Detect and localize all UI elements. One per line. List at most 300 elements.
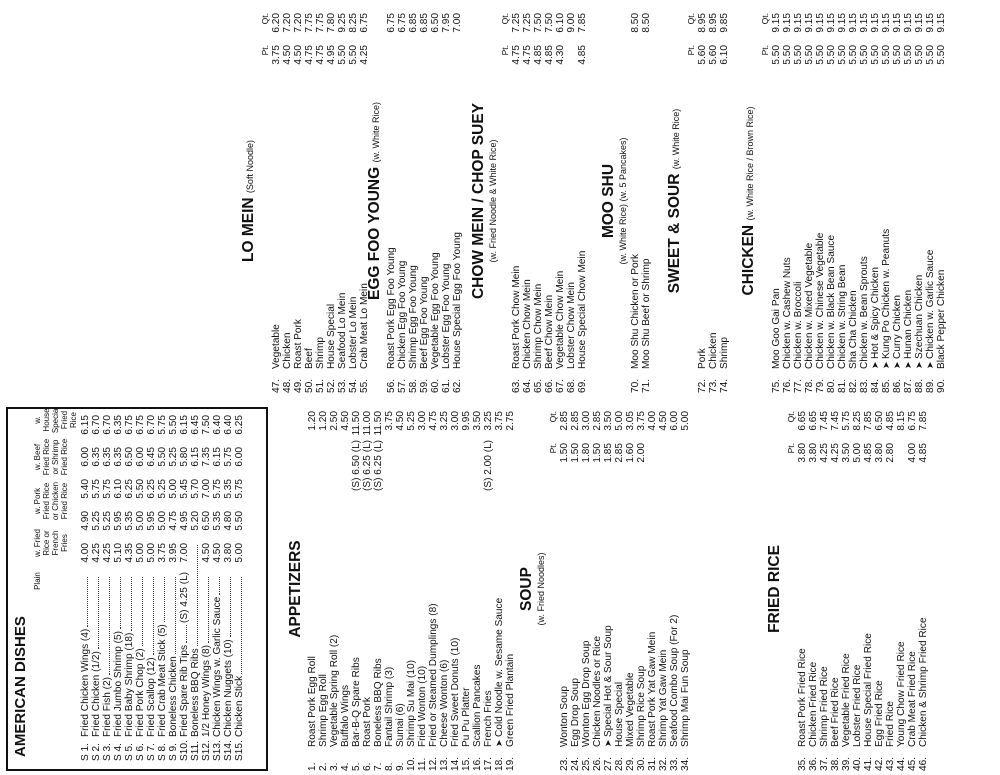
- item-number: 16.: [472, 756, 483, 771]
- item-price: 5.50: [771, 45, 782, 65]
- spicy-marker-icon: ➤: [903, 358, 913, 369]
- item-price: 6.50: [874, 411, 885, 431]
- item-price: 5.00: [852, 443, 863, 463]
- egg-foo-young-title-text: EGG FOO YOUNG: [366, 166, 383, 301]
- item-number: S 7.: [146, 743, 157, 761]
- menu-item-row: [307, 411, 318, 771]
- item-number: 28.: [614, 756, 625, 771]
- item-number: 67.: [555, 378, 566, 393]
- item-price: 4.95: [179, 511, 190, 531]
- item-name-text: Moo Shu Beef or Shrimp: [641, 258, 652, 369]
- item-name: [406, 443, 417, 747]
- item-price: 4.50: [395, 411, 406, 431]
- item-name: [544, 77, 555, 369]
- item-price: 3.80: [797, 443, 808, 463]
- item-number: 68.: [566, 378, 577, 393]
- item-price: 8.25: [348, 13, 359, 33]
- item-price: 5.50: [892, 45, 903, 65]
- appetizers-title: APPETIZERS: [287, 540, 304, 638]
- item-name: [168, 656, 179, 737]
- item-name-text: Fried Crab Meat Stick (5): [157, 624, 168, 737]
- item-name-text: Lobster Chow Mein: [566, 282, 577, 369]
- menu-item-row: [837, 13, 848, 393]
- soup-title: SOUP: [518, 567, 535, 611]
- item-number: S 5.: [124, 743, 135, 761]
- item-number: 86.: [892, 378, 903, 393]
- menu-item-row: [782, 13, 793, 393]
- item-name: [337, 77, 348, 369]
- item-price: 9.15: [826, 13, 837, 33]
- item-price: 4.25: [102, 543, 113, 563]
- item-name: [782, 77, 793, 369]
- item-price: 4.75: [428, 411, 439, 431]
- item-price: 6.00: [135, 447, 146, 467]
- item-name-text: Hunan Chicken: [903, 289, 914, 359]
- item-name-text: Mixed Vegetable: [625, 672, 636, 747]
- item-price: 5.50: [826, 45, 837, 65]
- item-number: 6.: [362, 762, 373, 771]
- item-price: 9.25: [337, 13, 348, 33]
- item-price: 5.50: [848, 45, 859, 65]
- item-number: 79.: [815, 378, 826, 393]
- item-price: 7.25: [511, 13, 522, 33]
- item-name: [293, 77, 304, 369]
- sweet-sour-title: [666, 5, 684, 397]
- menu-item-row: [417, 411, 428, 771]
- item-name: [340, 443, 351, 747]
- item-price: 9.15: [870, 13, 881, 33]
- lo-mein-section: [240, 5, 370, 397]
- item-name: [793, 77, 804, 369]
- item-name: [708, 77, 719, 369]
- item-name-text: Fried Scallop (12): [146, 657, 157, 737]
- item-name: [450, 443, 461, 747]
- item-price: 8.25: [852, 411, 863, 431]
- item-name-text: Kung Po Chicken w. Peanuts: [881, 228, 892, 359]
- menu-item-row: [907, 411, 918, 771]
- item-name: [874, 475, 885, 747]
- item-price: 7.95: [441, 13, 452, 33]
- item-number: 30.: [636, 756, 647, 771]
- item-price: 2.80: [885, 443, 896, 463]
- item-name-text: Vegetable Chow Mein: [555, 270, 566, 369]
- item-number: S 3.: [102, 743, 113, 761]
- leader-dots: [190, 545, 198, 646]
- leader-dots: [168, 577, 176, 654]
- moo-shu-subtitle: (w. White Rice) (w. 5 Pancakes): [618, 137, 628, 265]
- item-name: [925, 77, 936, 369]
- header-beef-fried-rice: w. Beef Fried Rice or Shrimp Fried Rice: [33, 438, 69, 476]
- item-price: 11.00: [362, 411, 373, 436]
- item-price: 3.00: [450, 411, 461, 431]
- item-price: 8.15: [896, 411, 907, 431]
- item-price: 5.95: [146, 511, 157, 531]
- item-name-text: Chicken w. Bean Sprouts: [859, 256, 870, 369]
- item-name-text: Sha Cha Chicken: [848, 290, 859, 369]
- item-name-text: Seafood Combo Soup (For 2): [669, 614, 680, 747]
- item-name: [271, 77, 282, 369]
- menu-item-row: [892, 13, 903, 393]
- item-price: 4.85: [863, 443, 874, 463]
- item-number: 2.: [318, 762, 329, 771]
- item-price: 9.15: [881, 13, 892, 33]
- item-number: 36.: [808, 756, 819, 771]
- item-number: 56.: [386, 378, 397, 393]
- item-name-text: Vegetable Egg Foo Young: [430, 252, 441, 369]
- item-price: 7.75: [315, 13, 326, 33]
- item-number: 15.: [461, 756, 472, 771]
- price-header: Qt.: [760, 13, 770, 25]
- item-price: 1.60: [625, 443, 636, 463]
- item-price: 5.00: [135, 511, 146, 531]
- item-price: 6.40: [223, 415, 234, 435]
- item-name: [907, 475, 918, 747]
- item-name-text: Roast Pork Chow Mein: [511, 265, 522, 369]
- item-number: 38.: [830, 756, 841, 771]
- american-price-headers: [33, 406, 78, 769]
- item-name-text: Shrimp: [719, 337, 730, 369]
- item-name: [918, 475, 929, 747]
- menu-item-row: [771, 13, 782, 393]
- item-price: 4.50: [340, 411, 351, 431]
- menu-item-row: [581, 411, 592, 771]
- menu-item-row: [190, 415, 201, 761]
- item-name-text: Scallion Pancakes: [472, 664, 483, 747]
- item-price: 5.25: [157, 479, 168, 499]
- item-price: 2.50: [329, 411, 340, 431]
- item-name-text: Boneless BBQ Ribs: [190, 648, 201, 737]
- leader-dots: [91, 577, 99, 649]
- menu-item-row: [318, 411, 329, 771]
- menu-item-row: [282, 13, 293, 393]
- menu-item-row: [641, 13, 652, 393]
- item-price: 7.00: [452, 13, 463, 33]
- menu-item-row: [340, 411, 351, 771]
- menu-item-row: [157, 415, 168, 761]
- item-price: 6.40: [212, 415, 223, 435]
- item-name: [483, 491, 494, 747]
- item-price: 1.50: [559, 443, 570, 463]
- item-name-text: Chicken w. String Bean: [837, 264, 848, 369]
- item-price: 5.35: [124, 511, 135, 531]
- item-price: 4.50: [293, 45, 304, 65]
- item-price: 6.00: [80, 447, 91, 467]
- item-price: 7.00: [201, 479, 212, 499]
- item-price: 5.95: [113, 511, 124, 531]
- menu-item-row: [362, 411, 373, 771]
- item-number: 54.: [348, 378, 359, 393]
- item-name: [494, 443, 505, 747]
- item-price: 5.70: [190, 479, 201, 499]
- american-dishes-box: [6, 407, 268, 771]
- chicken-section: [740, 5, 947, 397]
- item-price: 7.50: [201, 415, 212, 435]
- item-price: 5.60: [697, 45, 708, 65]
- item-name-text: Fried Chicken Wings (4): [80, 628, 91, 737]
- item-name: [395, 443, 406, 747]
- item-name-text: Roast Pork Yat Gaw Mein: [647, 631, 658, 747]
- item-name-text: Moo Shu Chicken or Pork: [630, 253, 641, 369]
- item-price: 5.45: [179, 479, 190, 499]
- item-price: 8.50: [641, 13, 652, 33]
- item-price: 7.85: [918, 411, 929, 431]
- leader-dots: [113, 577, 121, 629]
- item-price: 4.50: [282, 45, 293, 65]
- menu-item-row: [395, 411, 406, 771]
- item-price: 5.50: [157, 447, 168, 467]
- menu-item-row: [555, 13, 566, 393]
- item-price: 9.85: [719, 13, 730, 33]
- item-price: 3.80: [808, 443, 819, 463]
- item-price: 6.45: [146, 447, 157, 467]
- item-name-text: Vegetable Spring Roll (2): [329, 634, 340, 747]
- menu-item-row: [577, 13, 588, 393]
- item-price: 7.00: [179, 543, 190, 563]
- item-name: [430, 45, 441, 369]
- item-price: 3.50: [841, 443, 852, 463]
- item-number: 87.: [903, 378, 914, 393]
- item-name: [326, 77, 337, 369]
- item-number: 61.: [441, 378, 452, 393]
- menu-item-row: [348, 13, 359, 393]
- item-number: S 2.: [91, 743, 102, 761]
- item-price: 3.75: [494, 411, 505, 431]
- price-header: Pt.: [548, 443, 558, 454]
- item-price: 5.50: [234, 511, 245, 531]
- item-name-text: Chicken Chow Mein: [522, 279, 533, 369]
- item-price: 5.00: [135, 543, 146, 563]
- item-name-text: Fried Baby Shrimp (18): [124, 632, 135, 737]
- item-number: 52.: [326, 378, 337, 393]
- item-number: 90.: [936, 378, 947, 393]
- item-number: 14.: [450, 756, 461, 771]
- item-number: 8.: [384, 762, 395, 771]
- item-number: 32.: [658, 756, 669, 771]
- item-price: 1.80: [581, 443, 592, 463]
- item-price: 2.85: [614, 443, 625, 463]
- item-number: 80.: [826, 378, 837, 393]
- item-price: 6.15: [179, 415, 190, 435]
- item-price: 6.35: [102, 447, 113, 467]
- item-price: 1.20: [318, 411, 329, 431]
- item-price: 4.90: [80, 511, 91, 531]
- item-name: [441, 45, 452, 369]
- header-fried-rice: w. Fried Rice or French Fries: [33, 529, 69, 558]
- item-number: 50.: [304, 378, 315, 393]
- fried-rice-section: [766, 403, 929, 775]
- item-price: 4.25: [91, 543, 102, 563]
- item-name-text: Chicken: [708, 332, 719, 369]
- item-price: 5.25: [168, 447, 179, 467]
- item-number: 74.: [719, 378, 730, 393]
- item-price: 6.35: [113, 447, 124, 467]
- item-price: 3.25: [483, 411, 494, 431]
- item-price: 4.50: [658, 411, 669, 431]
- item-name: [719, 77, 730, 369]
- item-price: 5.50: [870, 45, 881, 65]
- item-name-text: Pu Pu Platter: [461, 687, 472, 747]
- menu-item-row: [450, 411, 461, 771]
- menu-item-row: [808, 411, 819, 771]
- item-price: 5.00: [146, 543, 157, 563]
- item-number: S15.: [234, 740, 245, 761]
- item-price: 6.10: [555, 13, 566, 33]
- item-price: 7.50: [533, 13, 544, 33]
- item-price: 7.45: [830, 411, 841, 431]
- item-price: 7.85: [863, 411, 874, 431]
- chow-mein-subtitle: (w. Fried Noodle & White Rice): [488, 139, 498, 263]
- chicken-title-text: CHICKEN: [740, 224, 757, 296]
- item-name-text: Roast Pork Egg Foo Young: [386, 247, 397, 369]
- sweet-sour-section: [666, 5, 730, 397]
- item-number: 31.: [647, 756, 658, 771]
- item-price: 5.50: [936, 45, 947, 65]
- menu-item-row: [852, 411, 863, 771]
- item-number: S14.: [223, 740, 234, 761]
- item-number: 12.: [428, 756, 439, 771]
- menu-item-row: [461, 411, 472, 771]
- item-price: 7.35: [201, 447, 212, 467]
- menu-item-row: [212, 415, 223, 761]
- item-price: 5.20: [190, 511, 201, 531]
- item-price: 1.50: [570, 443, 581, 463]
- item-price: 6.35: [91, 447, 102, 467]
- header-plain: Plain: [33, 572, 42, 590]
- menu-item-row: [113, 415, 124, 761]
- item-name-text: Shrimp Rice Soup: [636, 665, 647, 747]
- item-name: [797, 475, 808, 747]
- item-name-text: Chicken w. Chinese Vegetable: [815, 232, 826, 369]
- item-number: 35.: [797, 756, 808, 771]
- item-name-text: Crab Meat Lo Mein: [359, 283, 370, 369]
- chicken-title: [740, 5, 758, 397]
- item-price: 7.80: [326, 13, 337, 33]
- item-price: 5.50: [837, 45, 848, 65]
- item-name-text: Shrimp Fried Rice: [819, 666, 830, 747]
- item-number: 33.: [669, 756, 680, 771]
- item-name-text: Shrimp: [315, 337, 326, 369]
- item-name-text: Green Fried Plantain: [505, 653, 516, 747]
- item-price: 4.50: [201, 543, 212, 563]
- menu-item-row: [494, 411, 505, 771]
- item-name: [351, 491, 362, 747]
- item-number: 37.: [819, 756, 830, 771]
- item-price: 9.15: [936, 13, 947, 33]
- menu-item-row: [135, 415, 146, 761]
- item-price: 5.35: [212, 511, 223, 531]
- item-number: 26.: [592, 756, 603, 771]
- item-price: 4.75: [522, 45, 533, 65]
- menu-item-row: [373, 411, 384, 771]
- menu-item-row: [636, 411, 647, 771]
- item-name: [830, 475, 841, 747]
- item-name: [570, 475, 581, 747]
- item-number: 24.: [570, 756, 581, 771]
- item-name: [636, 475, 647, 747]
- menu-item-row: [315, 13, 326, 393]
- item-price: 3.05: [625, 411, 636, 431]
- price-header-row: [686, 13, 697, 393]
- item-number: 42.: [874, 756, 885, 771]
- item-name-text: Shrimp Chow Mein: [533, 283, 544, 369]
- item-name: [80, 629, 91, 737]
- spicy-marker-icon: ➤: [925, 358, 935, 369]
- item-price: 7.45: [819, 411, 830, 431]
- item-price: 6.75: [397, 13, 408, 33]
- item-name: [318, 443, 329, 747]
- menu-item-row: [384, 411, 395, 771]
- item-price: 6.20: [271, 13, 282, 33]
- item-price: 4.75: [511, 45, 522, 65]
- menu-item-row: [848, 13, 859, 393]
- menu-item-row: [146, 415, 157, 761]
- item-price: 1.85: [603, 443, 614, 463]
- price-header-row: [760, 13, 771, 393]
- item-price: 8.50: [630, 13, 641, 33]
- item-price: 4.85: [885, 411, 896, 431]
- item-price: 5.00: [234, 543, 245, 563]
- item-price: 5.25: [91, 511, 102, 531]
- item-number: 17.: [483, 756, 494, 771]
- item-name-text: Shrimp Egg Roll: [318, 674, 329, 747]
- item-price: 11.50: [351, 411, 362, 436]
- item-name-text: Fried Sweet Donuts (10): [450, 637, 461, 747]
- american-dishes-title: AMERICAN DISHES: [12, 616, 29, 757]
- item-number: 49.: [293, 378, 304, 393]
- item-price: 6.75: [359, 13, 370, 33]
- item-price: 4.25: [359, 45, 370, 65]
- chow-mein-list: [500, 5, 588, 397]
- menu-item-row: [570, 411, 581, 771]
- menu-item-row: [441, 13, 452, 393]
- item-price: 7.50: [544, 13, 555, 33]
- item-name-text: Chicken: [282, 332, 293, 369]
- item-price: 9.15: [782, 13, 793, 33]
- item-price: 3.50: [603, 411, 614, 431]
- item-price: 1.50: [592, 443, 603, 463]
- item-number: 88.: [914, 378, 925, 393]
- item-price: 2.85: [570, 411, 581, 431]
- item-number: 66.: [544, 378, 555, 393]
- item-number: 71.: [641, 378, 652, 393]
- item-name-text: Chicken Wings w. Garlic Sauce: [212, 596, 223, 737]
- item-name: [472, 443, 483, 747]
- item-name-text: Moo Goo Gai Pan: [771, 288, 782, 369]
- menu-item-row: [870, 13, 881, 393]
- item-name: [386, 45, 397, 369]
- item-price: 6.15: [80, 415, 91, 435]
- item-name-text: Hot & Spicy Chicken: [870, 266, 881, 359]
- item-name-text: Fried Fish (2): [102, 676, 113, 737]
- spicy-marker-icon: ➤: [494, 736, 504, 747]
- item-number: 84.: [870, 378, 881, 393]
- menu-item-row: [918, 411, 929, 771]
- item-name: [841, 475, 852, 747]
- item-price: 5.00: [680, 411, 691, 431]
- item-price: 5.75: [102, 479, 113, 499]
- item-name-text: Lobster Lo Mein: [348, 296, 359, 369]
- leader-dots: [102, 577, 110, 675]
- item-name: [881, 77, 892, 369]
- item-name: [201, 645, 212, 737]
- item-number: 60.: [430, 378, 441, 393]
- menu-item-row: [234, 415, 245, 761]
- item-price: 5.25: [102, 511, 113, 531]
- item-price: 6.65: [797, 411, 808, 431]
- item-price: 4.75: [304, 45, 315, 65]
- item-price: 9.15: [837, 13, 848, 33]
- item-name-text: Curry Chicken: [892, 295, 903, 359]
